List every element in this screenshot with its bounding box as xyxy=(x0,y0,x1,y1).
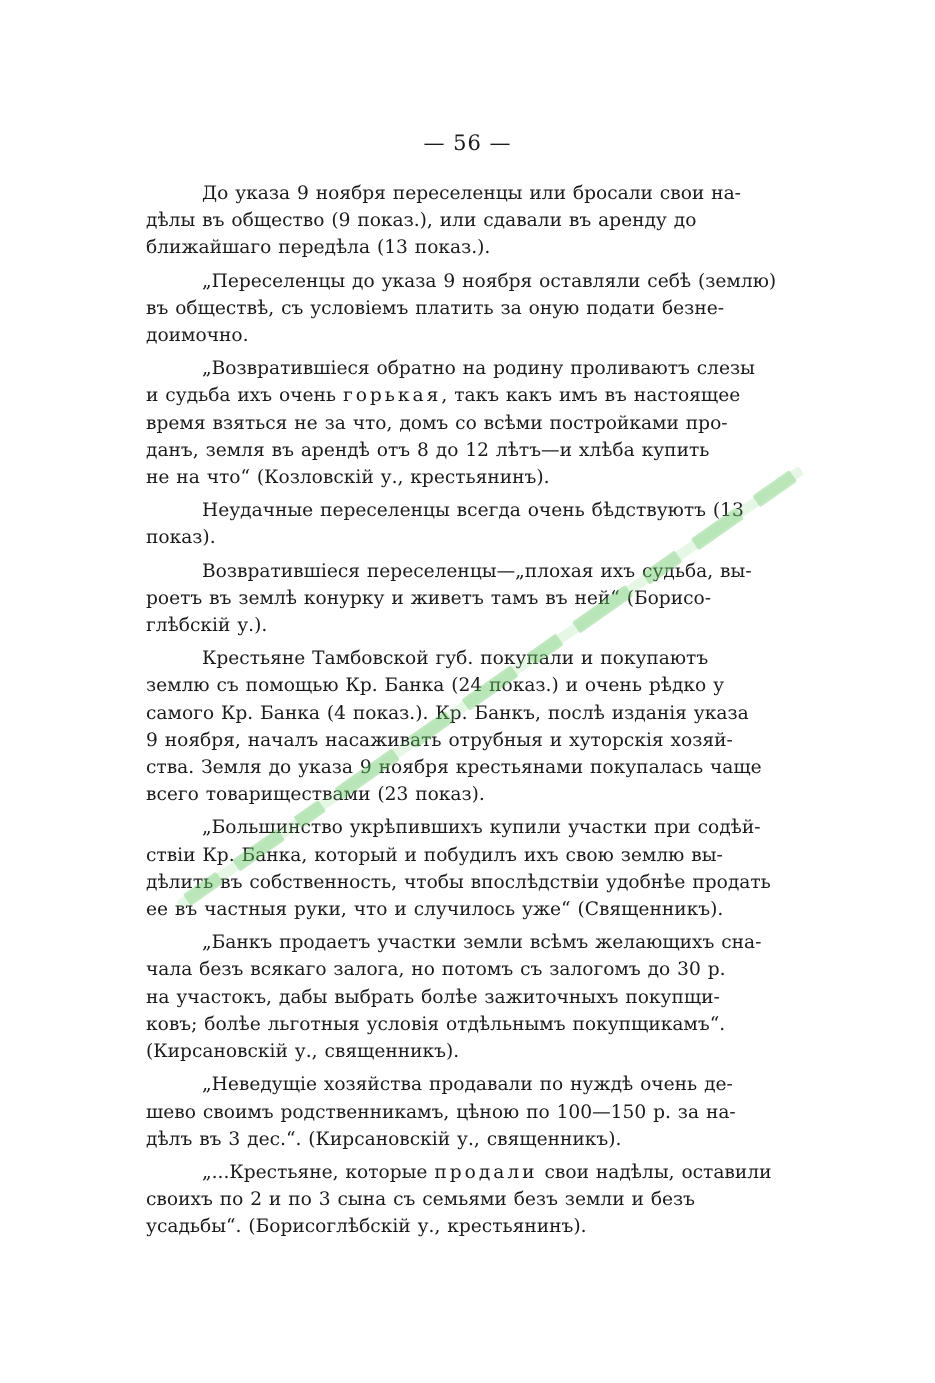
paragraph-5 xyxy=(146,558,786,640)
text-line: Неудачные переселенцы всегда очень бѣдствуютъ (13 xyxy=(202,500,744,522)
text-body xyxy=(146,180,786,1247)
text-line: „Переселенцы до указа 9 ноября оставляли себѣ (землю) xyxy=(202,270,777,292)
text-line: роетъ въ землѣ конурку и живетъ тамъ въ ней“ (Борисо- xyxy=(146,587,711,609)
text-line: Возвратившіеся переселенцы—„плохая ихъ судьба, вы- xyxy=(202,560,752,582)
text-line: До указа 9 ноября переселенцы или бросали свои на- xyxy=(202,183,741,204)
text-line: 9 ноября, началъ насаживать отрубныя и хуторскія хозяй- xyxy=(146,729,733,751)
text-fragment: , такъ какъ имъ въ настоящее xyxy=(441,385,741,407)
text-line: землю съ помощью Кр. Банка (24 показ.) и очень рѣдко у xyxy=(146,675,725,697)
text-line: самого Кр. Банка (4 показ.). Кр. Банкъ, послѣ изданія указа xyxy=(146,702,749,724)
page-number: — 56 — xyxy=(423,131,512,155)
text-line: ближайшаго передѣла (13 показ.). xyxy=(146,237,491,259)
text-line: ее въ частныя руки, что и случилось уже“ (Священникъ). xyxy=(146,899,724,921)
spaced-word: горькая xyxy=(342,385,442,407)
paragraph-3 xyxy=(146,355,786,491)
text-line: показ). xyxy=(146,527,216,549)
paragraph-10 xyxy=(146,1159,786,1241)
text-line: „Банкъ продаетъ участки земли всѣмъ желающихъ сна- xyxy=(202,932,762,954)
text-line: дѣлъ въ 3 дес.“. (Кирсановскій у., священникъ). xyxy=(146,1128,622,1150)
text-line: усадьбы“. (Борисоглѣбскій у., крестьянинъ). xyxy=(146,1216,587,1238)
text-line xyxy=(146,382,786,409)
text-line: своихъ по 2 и по 3 сына съ семьями безъ земли и безъ xyxy=(146,1189,696,1211)
spaced-word: продали xyxy=(434,1161,538,1183)
text-line: (Кирсановскій у., священникъ). xyxy=(146,1041,460,1063)
text-fragment: и судьба ихъ очень xyxy=(146,385,343,407)
text-line: всего товариществами (23 показ). xyxy=(146,784,485,806)
text-line: на участокъ, дабы выбрать болѣе зажиточныхъ покупщи- xyxy=(146,986,720,1008)
text-fragment: свои надѣлы, оставили xyxy=(537,1161,772,1183)
text-line: данъ, земля въ арендѣ отъ 8 до 12 лѣтъ—и хлѣба купить xyxy=(146,439,710,461)
text-fragment: „...Крестьяне, которые xyxy=(202,1161,435,1183)
text-line: ковъ; болѣе льготныя условія отдѣльнымъ покупщикамъ“. xyxy=(146,1013,726,1035)
text-line: доимочно. xyxy=(146,325,249,347)
text-line: „Возвратившіеся обратно на родину проливаютъ слезы xyxy=(202,358,755,380)
text-line: ства. Земля до указа 9 ноября крестьянами покупалась чаще xyxy=(146,757,762,779)
text-line: Крестьяне Тамбовской губ. покупали и покупаютъ xyxy=(202,648,709,670)
text-line: ствіи Кр. Банка, который и побудилъ ихъ свою землю вы- xyxy=(146,844,723,866)
paragraph-4 xyxy=(146,497,786,551)
paragraph-7 xyxy=(146,814,786,923)
text-line: „Большинство укрѣпившихъ купили участки при содѣй- xyxy=(202,817,761,839)
text-line: глѣбскій у.). xyxy=(146,615,268,637)
text-line: „Неведущіе хозяйства продавали по нуждѣ очень де- xyxy=(202,1074,733,1096)
paragraph-6 xyxy=(146,645,786,808)
paragraph-9 xyxy=(146,1071,786,1153)
text-line: дѣлы въ общество (9 показ.), или сдавали въ аренду до xyxy=(146,210,697,232)
text-line: не на что“ (Козловскій у., крестьянинъ). xyxy=(146,467,550,489)
text-line: въ обществѣ, съ условіемъ платить за оную подати безне- xyxy=(146,297,725,319)
text-line: шево своимъ родственникамъ, цѣною по 100—150 р. за на- xyxy=(146,1101,736,1123)
text-line: дѣлить въ собственность, чтобы впослѣдствіи удобнѣе продать xyxy=(146,871,771,893)
text-line: время взяться не за что, домъ со всѣми постройками про- xyxy=(146,412,728,434)
paragraph-2 xyxy=(146,268,786,350)
paragraph-1 xyxy=(146,180,786,262)
text-line: чала безъ всякаго залога, но потомъ съ залогомъ до 30 р. xyxy=(146,959,726,981)
text-line xyxy=(146,1159,786,1186)
paragraph-8 xyxy=(146,929,786,1065)
